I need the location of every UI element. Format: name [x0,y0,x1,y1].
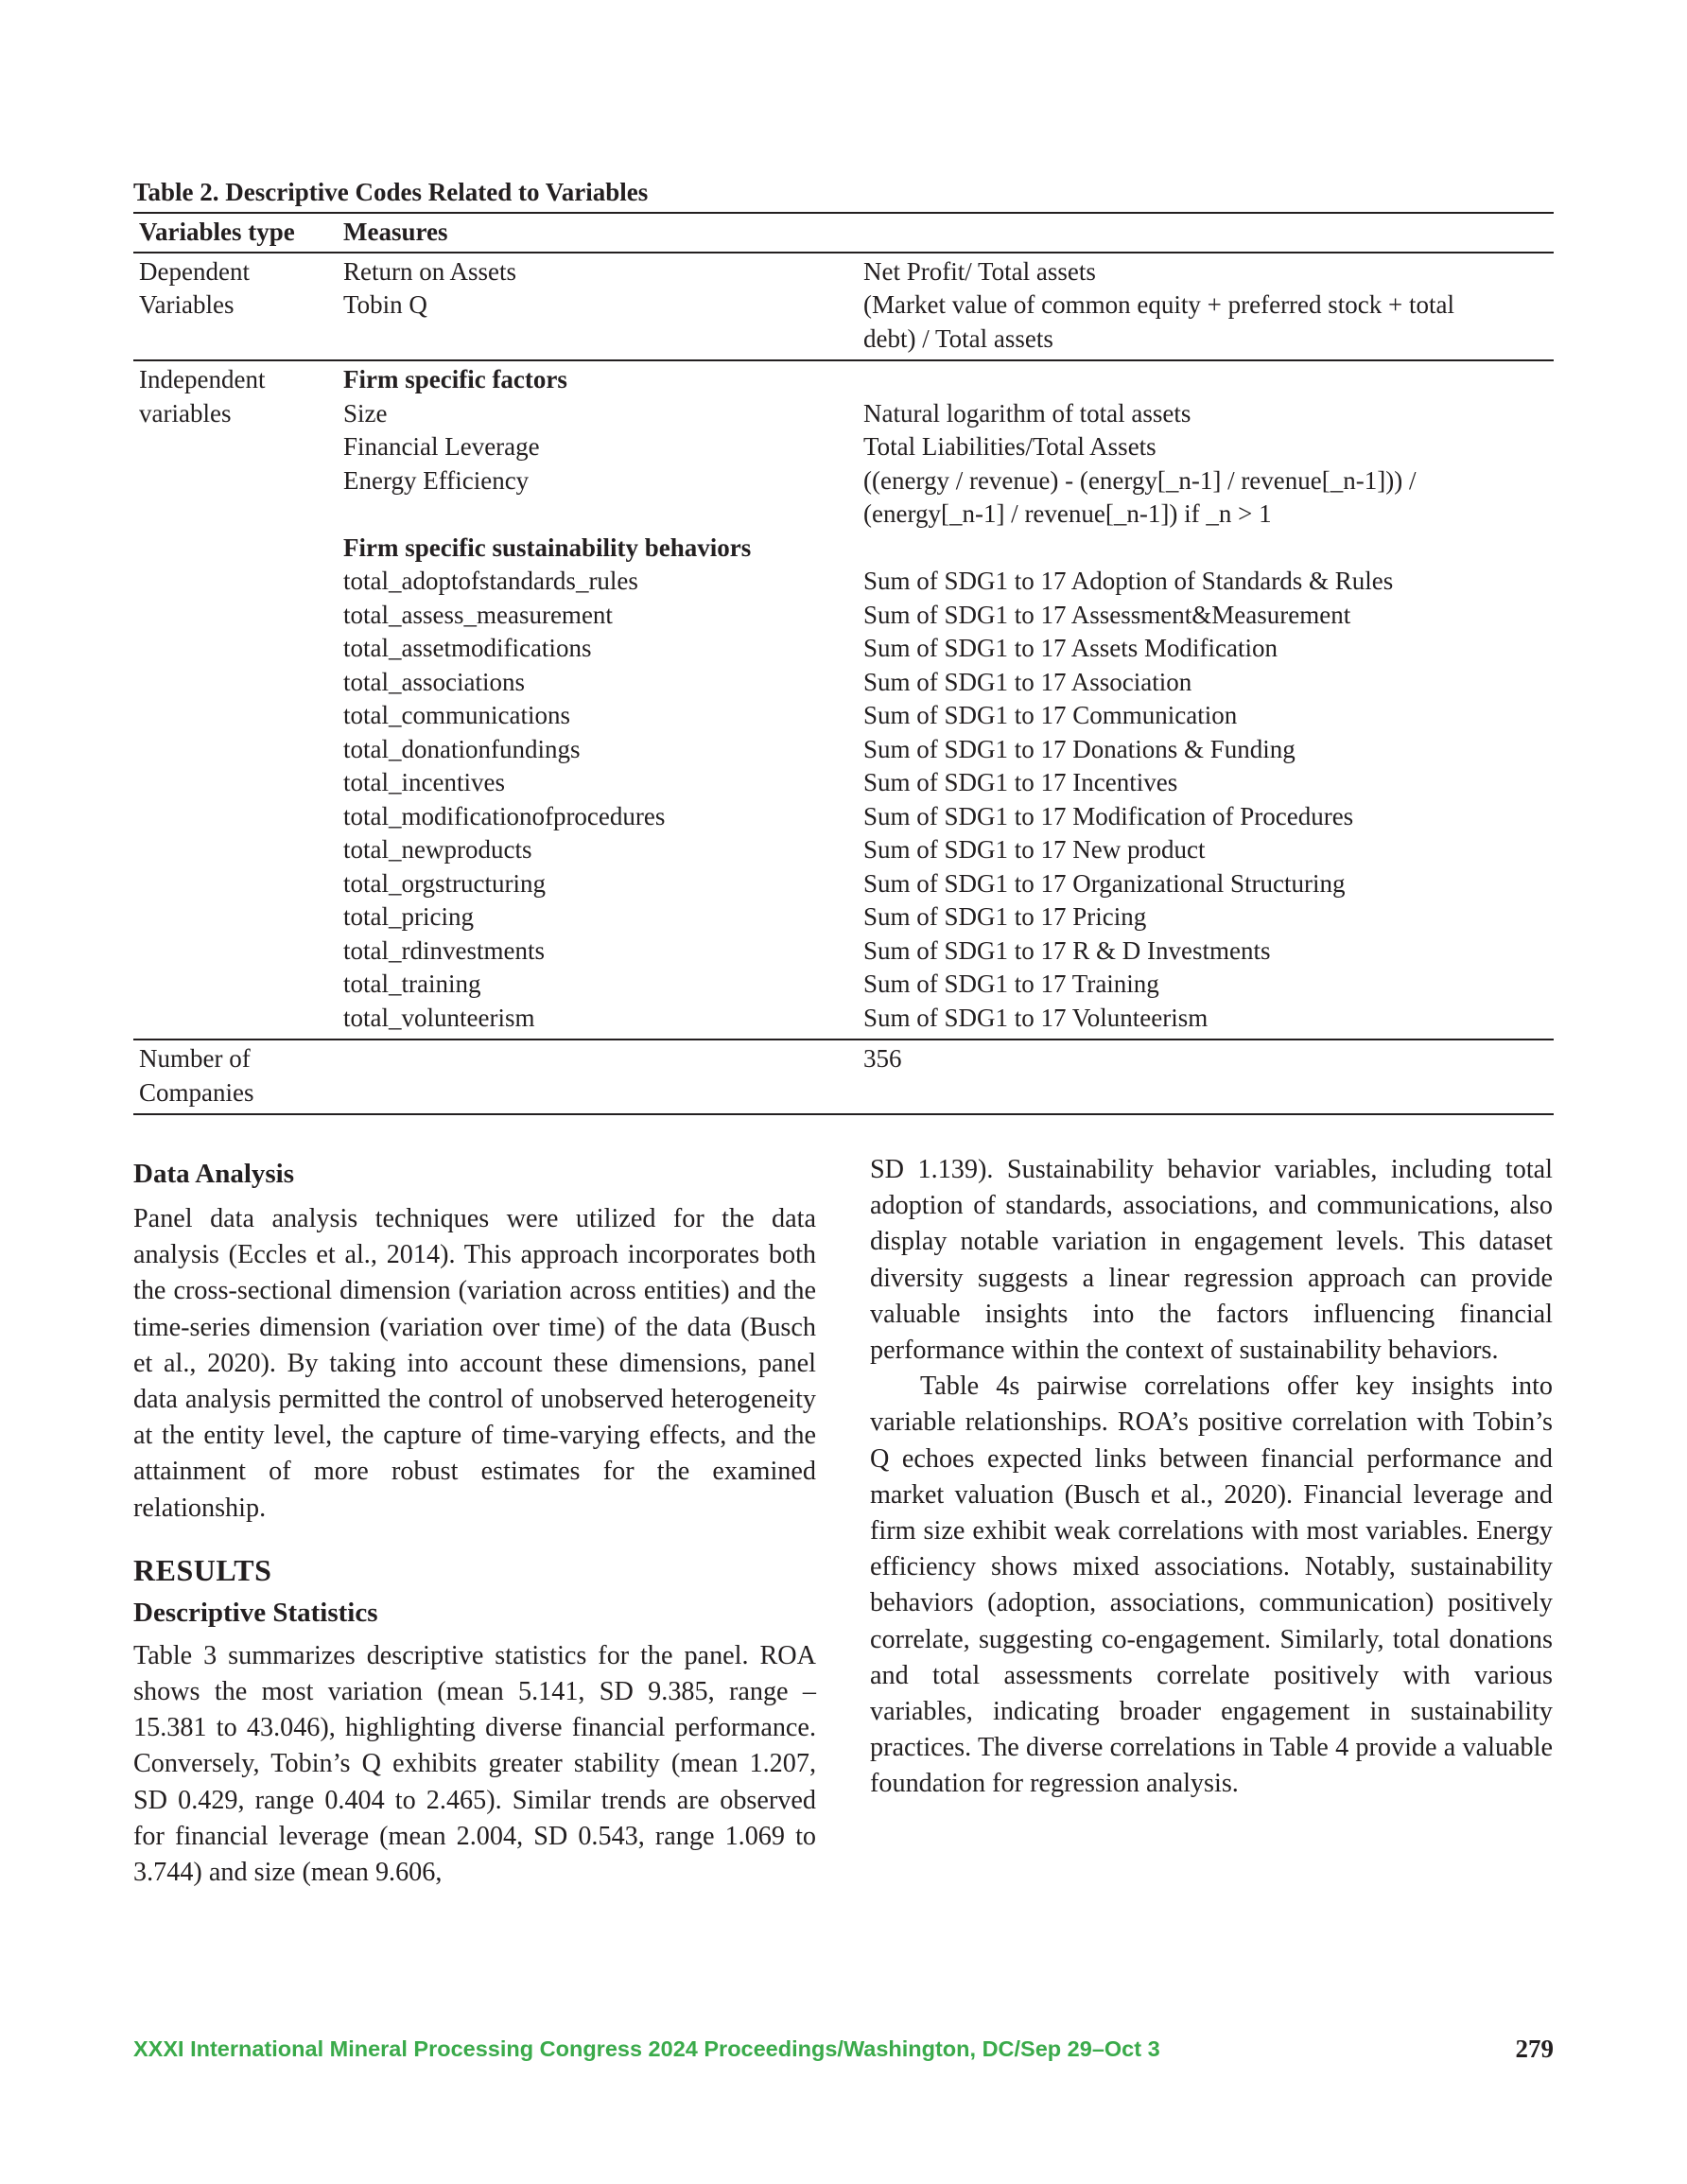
data-analysis-heading: Data Analysis [133,1159,295,1189]
table-row [133,1076,1554,1110]
measure-cell: total_newproducts [343,835,532,864]
table-row [133,323,1554,357]
descriptive-statistics-heading: Descriptive Statistics [133,1597,378,1628]
measure-cell: total_training [343,970,481,998]
results-heading: RESULTS [133,1552,272,1587]
dependent-group [133,253,1554,360]
table-row [133,498,1554,532]
table-row [133,833,1554,867]
definition-cell: Sum of SDG1 to 17 Pricing [863,902,1147,931]
definition-cell: ((energy / revenue) - (energy[_n-1] / revenue[_n-1])) / [863,465,1417,495]
table-row [133,733,1554,767]
table-row [133,935,1554,969]
measure-cell: total_incentives [343,768,505,796]
measure-cell: Tobin Q [343,290,427,319]
sustainability-rows [133,565,1554,1035]
page-number: 279 [1515,2035,1554,2063]
left-column [133,1156,816,1891]
measure-cell: total_communications [343,701,570,729]
definition-cell: Net Profit/ Total assets [863,256,1096,286]
body-paragraph: SD 1.139). Sustainability behavior variables, including total adoption of standards, associations, and communications, also display notable variation in engagement levels. This dataset diversity suggests a linear regression approach can provide valuable insights into the factors influencing financial performance within the context of sustainability behaviors. [870,1155,1553,1366]
data-analysis-paragraph: Panel data analysis techniques were utilized for the data analysis (Eccles et al., 2014). This approach incorporates both the cross-sectional dimension (variation across entities) and the time-series dimension (variation over time) of the data (Busch et al., 2020). By taking into account these dimensions, panel data analysis permitted the control of unobserved heterogeneity at the entity level, the capture of time-varying effects, and the attainment of more robust estimates for the examined relationship. [133,1204,816,1523]
table-row [133,1042,1554,1076]
definition-cell: Sum of SDG1 to 17 Modification of Procedures [863,801,1354,830]
measure-cell: total_donationfundings [343,734,581,763]
table-row [133,599,1554,633]
definition-cell: Sum of SDG1 to 17 Adoption of Standards & Rules [863,567,1394,595]
header-measures: Measures [343,218,448,246]
definition-cell: Sum of SDG1 to 17 Communication [863,701,1238,729]
variables-table [133,176,1554,1115]
table-row [133,800,1554,834]
measure-cell: total_volunteerism [343,1003,535,1032]
definition-cell: Sum of SDG1 to 17 Assets Modification [863,634,1278,662]
companies-group [133,1040,1554,1113]
definition-cell: Sum of SDG1 to 17 Donations & Funding [863,734,1296,763]
measure-cell: total_adoptofstandards_rules [343,567,638,595]
measure-cell: total_rdinvestments [343,935,545,965]
definition-cell: Sum of SDG1 to 17 R & D Investments [863,935,1271,965]
measure-cell: total_assess_measurement [343,600,613,629]
group-label: Variables [139,290,235,319]
definition-cell: (Market value of common equity + preferred stock + total [863,290,1454,319]
table-row [133,532,1554,566]
measure-cell: Size [343,398,388,428]
table-row [133,632,1554,666]
definition-cell: Sum of SDG1 to 17 New product [863,835,1206,864]
definition-cell: Sum of SDG1 to 17 Volunteerism [863,1003,1209,1032]
measure-cell: Energy Efficiency [343,465,530,495]
conference-footer: XXXI International Mineral Processing Congress 2024 Proceedings/Washington, DC/Sep 29–Oct 3 [133,2036,1160,2061]
subgroup-heading: Firm specific sustainability behaviors [343,533,752,562]
table-row [133,699,1554,733]
table-header-row [133,214,1554,252]
table-row [133,1002,1554,1036]
definition-cell: Sum of SDG1 to 17 Association [863,667,1192,696]
subgroup-heading: Firm specific factors [343,365,567,393]
table-row [133,968,1554,1002]
table-bottom-rule [133,1113,1554,1115]
group-label: Companies [139,1077,254,1107]
table-caption: Table 2. Descriptive Codes Related to Variables [133,178,649,206]
group-label: Independent [139,365,266,393]
definition-cell: debt) / Total assets [863,323,1053,353]
definition-cell: Natural logarithm of total assets [863,398,1191,428]
companies-count: 356 [863,1044,902,1073]
definition-cell: Sum of SDG1 to 17 Organizational Structuring [863,868,1346,898]
table-row [133,255,1554,289]
table-row [133,363,1554,397]
measure-cell: total_modificationofprocedures [343,801,666,830]
table-row [133,766,1554,800]
body-paragraph: Table 4s pairwise correlations offer key insights into variable relationships. ROA’s positive correlation with Tobin’s Q echoes expected links between financial performance and market valuation (Busch et al., 2020). Financial leverage and firm size exhibit weak correlations with most variables. Energy efficiency shows mixed associations. Notably, sustainability behaviors (adoption, associations, communication) positively correlate, suggesting co-engagement. Similarly, total donations and total assessments correlate positively with various variables, indicating broader engagement in sustainability practices. The diverse correlations in Table 4 provide a valuable foundation for regression analysis. [870,1372,1553,1799]
measure-cell: Return on Assets [343,256,517,286]
right-column [870,1152,1553,1803]
definition-cell: Sum of SDG1 to 17 Assessment&Measurement [863,600,1351,629]
table-row [133,867,1554,901]
table-row [133,666,1554,700]
descriptive-statistics-paragraph: Table 3 summarizes descriptive statistics for the panel. ROA shows the most variation (mean 5.141, SD 9.385, range –15.381 to 43.046), highlighting diverse financial performance. Conversely, Tobin’s Q exhibits greater stability (mean 1.207, SD 0.429, range 0.404 to 2.465). Similar trends are observed for financial leverage (mean 2.004, SD 0.543, range 1.069 to 3.744) and size (mean 9.606, [133,1640,816,1888]
definition-cell: Sum of SDG1 to 17 Incentives [863,768,1178,796]
group-label: variables [139,398,232,428]
table-row [133,900,1554,935]
table-row [133,565,1554,599]
group-label: Dependent [139,256,250,286]
header-variables-type: Variables type [139,218,295,246]
definition-cell: (energy[_n-1] / revenue[_n-1]) if _n > 1 [863,499,1272,528]
independent-group [133,361,1554,1039]
measure-cell: total_orgstructuring [343,868,546,898]
measure-cell: Financial Leverage [343,432,540,461]
table-row [133,430,1554,464]
table-row [133,464,1554,498]
table-row [133,397,1554,431]
definition-cell: Total Liabilities/Total Assets [863,432,1157,461]
measure-cell: total_associations [343,667,525,696]
table-row [133,288,1554,323]
measure-cell: total_assetmodifications [343,634,592,662]
measure-cell: total_pricing [343,902,474,931]
group-label: Number of [139,1044,251,1073]
definition-cell: Sum of SDG1 to 17 Training [863,970,1159,998]
